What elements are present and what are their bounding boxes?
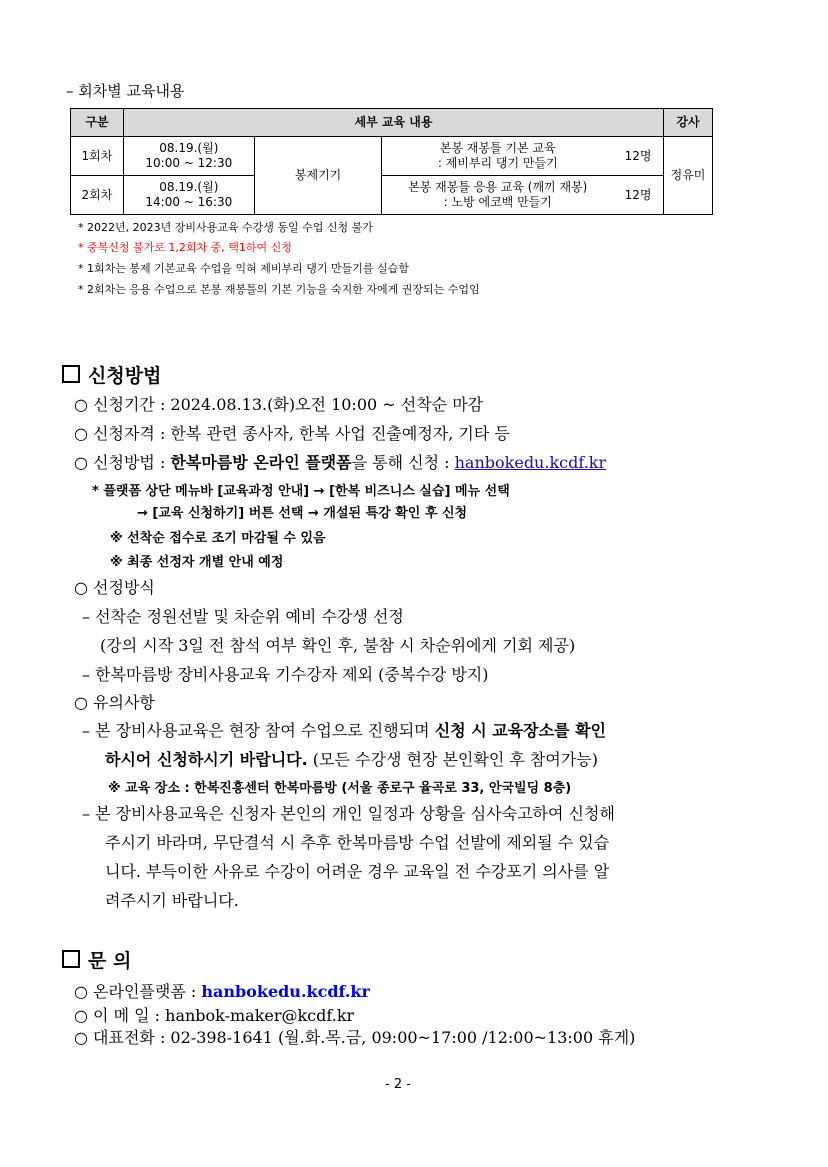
detail-cell xyxy=(382,176,664,215)
caution-2c: 니다. 부득이한 사유로 수강이 어려운 경우 교육일 전 수강포기 의사를 알 xyxy=(105,862,610,881)
apply-period: ○ 신청기간 : 2024.08.13.(화)오전 10:00 ~ 선착순 마감 xyxy=(74,395,484,414)
capacity: 12명 xyxy=(624,148,652,163)
caution-1b-text: (모든 수강생 현장 본인확인 후 참여가능) xyxy=(307,750,598,769)
method-platform: 한복마름방 온라인 플랫폼 xyxy=(170,453,352,472)
steps-note1: ※ 선착순 접수로 조기 마감될 수 있음 xyxy=(110,531,326,546)
caution-title: ○ 유의사항 xyxy=(74,693,155,712)
note-4: * 2회차는 응용 수업으로 본봉 재봉틀의 기본 기능을 숙지한 자에게 권장되는 수업임 xyxy=(78,283,480,296)
table-row xyxy=(71,176,713,215)
steps-line1: * 플랫폼 상단 메뉴바 [교육과정 안내] → [한복 비즈니스 실습] 메뉴 선택 xyxy=(92,484,510,499)
method-prefix: ○ 신청방법 : xyxy=(74,453,171,472)
header-instructor: 강사 xyxy=(664,109,713,137)
time: 14:00 ~ 16:30 xyxy=(145,195,233,209)
detail-line1: 본봉 재봉틀 응용 교육 (깨끼 재봉) xyxy=(408,180,588,194)
note-1: * 2022년, 2023년 장비사용교육 수강생 동일 수업 신청 불가 xyxy=(78,221,373,234)
contact-platform xyxy=(74,979,370,1002)
header-round: 구분 xyxy=(71,109,124,137)
instructor-cell: 정유미 xyxy=(664,137,713,215)
curriculum-table xyxy=(70,108,713,215)
datetime-cell xyxy=(123,137,254,176)
apply-method xyxy=(74,450,606,473)
checkbox-square-icon xyxy=(62,950,80,968)
selection-title: ○ 선정방식 xyxy=(74,578,155,597)
contact-email: ○ 이 메 일 : hanbok-maker@kcdf.kr xyxy=(74,1006,355,1025)
section-title-curriculum: – 회차별 교육내용 xyxy=(66,82,185,100)
platform-url-link[interactable]: hanbokedu.kcdf.kr xyxy=(201,982,370,1001)
caution-1a xyxy=(82,718,606,741)
selection-1b: (강의 시작 3일 전 참석 여부 확인 후, 불참 시 차순위에게 기회 제공) xyxy=(100,636,576,655)
caution-1a-bold: 신청 시 교육장소를 확인 xyxy=(434,721,607,740)
section-heading-contact xyxy=(62,946,131,973)
caution-2a: – 본 장비사용교육은 신청자 본인의 개인 일정과 상황을 심사숙고하여 신청해 xyxy=(82,804,615,823)
note-3: * 1회차는 봉제 기본교육 수업을 익혀 제비부리 댕기 만들기를 실습함 xyxy=(78,262,409,275)
datetime-cell xyxy=(123,176,254,215)
detail-line2: : 노방 에코백 만들기 xyxy=(443,195,552,209)
steps-line2: → [교육 신청하기] 버튼 선택 → 개설된 특강 확인 후 신청 xyxy=(137,506,468,521)
platform-label: ○ 온라인플랫폼 : xyxy=(74,982,202,1001)
header-detail: 세부 교육 내용 xyxy=(123,109,663,137)
round-cell: 2회차 xyxy=(71,176,124,215)
note-2: * 중복신청 불가로 1,2회차 중, 택1하여 신청 xyxy=(78,241,292,254)
detail-line1: 본봉 재봉틀 기본 교육 xyxy=(439,141,556,155)
caution-1a-text: – 본 장비사용교육은 현장 참여 수업으로 진행되며 xyxy=(82,721,435,740)
time: 10:00 ~ 12:30 xyxy=(145,156,233,170)
apply-qualification: ○ 신청자격 : 한복 관련 종사자, 한복 사업 진출예정자, 기타 등 xyxy=(74,424,510,443)
detail-line2: : 제비부리 댕기 만들기 xyxy=(437,156,558,170)
page-number: - 2 - xyxy=(385,1077,411,1092)
section-heading-apply xyxy=(62,361,161,388)
category-cell: 봉제기기 xyxy=(254,137,382,215)
caution-2b: 주시기 바라며, 무단결석 시 추후 한복마름방 수업 선발에 제외될 수 있습 xyxy=(105,833,610,852)
steps-note2: ※ 최종 선정자 개별 안내 예정 xyxy=(110,555,284,570)
detail-cell xyxy=(382,137,664,176)
date: 08.19.(월) xyxy=(159,141,219,155)
caution-2d: 려주시기 바랍니다. xyxy=(105,891,239,910)
table-header-row xyxy=(71,109,713,137)
table-row xyxy=(71,137,713,176)
round-cell: 1회차 xyxy=(71,137,124,176)
contact-phone: ○ 대표전화 : 02-398-1641 (월.화.목.금, 09:00~17:00 /12:00~13:00 휴게) xyxy=(74,1028,636,1047)
caution-1b-bold: 하시어 신청하시기 바랍니다. xyxy=(105,750,308,769)
apply-title: 신청방법 xyxy=(88,365,162,387)
date: 08.19.(월) xyxy=(159,180,219,194)
caution-place: ※ 교육 장소 : 한복진흥센터 한복마름방 (서울 종로구 율곡로 33, 안국빌딩 8층) xyxy=(108,781,572,796)
method-suffix: 을 통해 신청 : xyxy=(351,453,455,472)
selection-1: – 선착순 정원선발 및 차순위 예비 수강생 선정 xyxy=(82,607,404,626)
contact-title: 문 의 xyxy=(88,950,132,972)
checkbox-square-icon xyxy=(62,365,80,383)
platform-link[interactable]: hanbokedu.kcdf.kr xyxy=(454,453,607,472)
caution-1b xyxy=(105,747,598,770)
selection-2: – 한복마름방 장비사용교육 기수강자 제외 (중복수강 방지) xyxy=(82,665,489,684)
capacity: 12명 xyxy=(624,187,652,202)
